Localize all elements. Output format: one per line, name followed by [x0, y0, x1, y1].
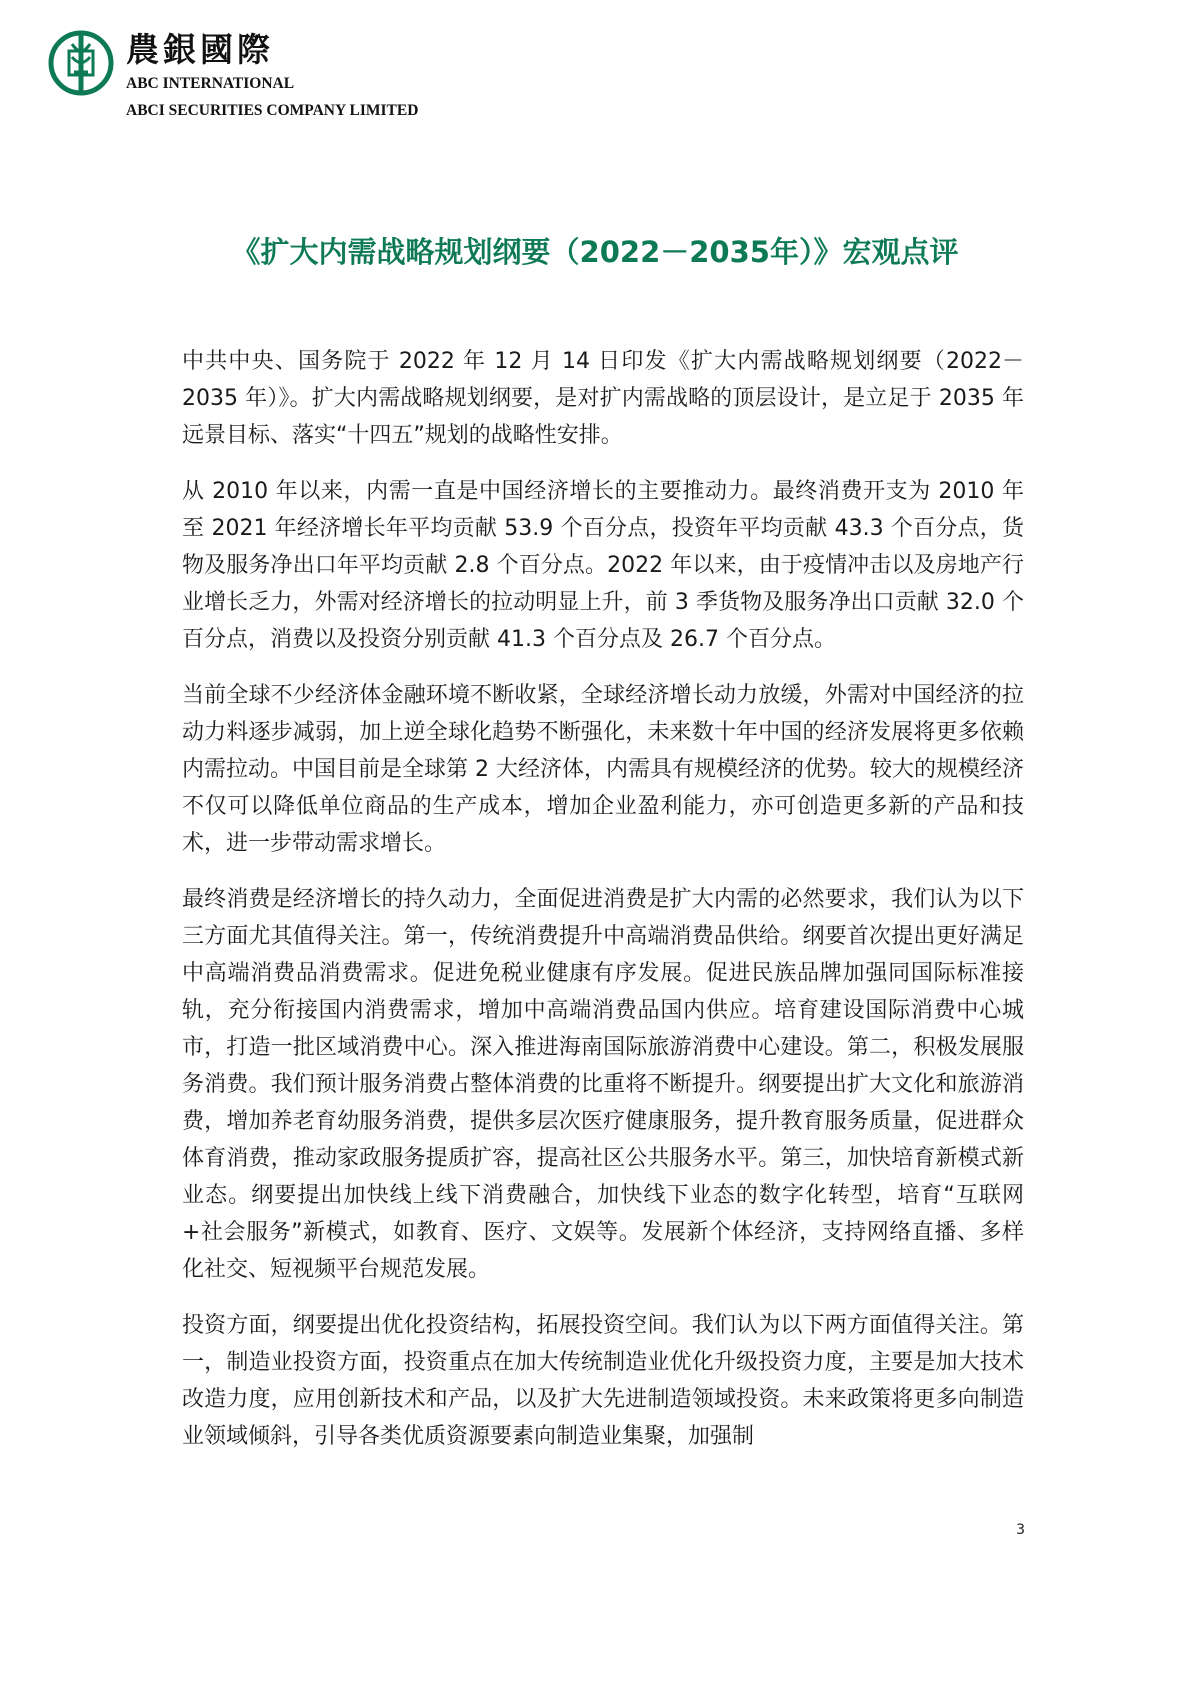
- brand-chinese-name: 農銀國際: [126, 30, 274, 69]
- abc-logo-icon: [48, 30, 114, 96]
- page-number: 3: [1016, 1522, 1025, 1538]
- paragraph: 当前全球不少经济体金融环境不断收紧，全球经济增长动力放缓，外需对中国经济的拉动力料逐步减弱，加上逆全球化趋势不断强化，未来数十年中国的经济发展将更多依赖内需拉动。中国目前是全球第 2 大经济体，内需具有规模经济的优势。较大的规模经济不仅可以降低单位商品的生产成本，增加企业盈利能力，亦可创造更多新的产品和技术，进一步带动需求增长。: [182, 683, 1024, 856]
- document-title: 《扩大内需战略规划纲要（2022－2035年）》宏观点评: [231, 235, 959, 269]
- paragraph: 投资方面，纲要提出优化投资结构，拓展投资空间。我们认为以下两方面值得关注。第一，制造业投资方面，投资重点在加大传统制造业优化升级投资力度，主要是加大技术改造力度，应用创新技术和产品，以及扩大先进制造领域投资。未来政策将更多向制造业领域倾斜，引导各类优质资源要素向制造业集聚，加强制: [182, 1313, 1024, 1449]
- paragraph: 中共中央、国务院于 2022 年 12 月 14 日印发《扩大内需战略规划纲要（2022－2035 年）》。扩大内需战略规划纲要，是对扩内需战略的顶层设计，是立足于 2035 年远景目标、落实“十四五”规划的战略性安排。: [182, 349, 1024, 448]
- brand-company-name: ABCI SECURITIES COMPANY LIMITED: [126, 102, 419, 119]
- document-body: [182, 343, 1024, 1474]
- brand-english-name: ABC INTERNATIONAL: [126, 75, 295, 92]
- paragraph: 最终消费是经济增长的持久动力，全面促进消费是扩大内需的必然要求，我们认为以下三方面尤其值得关注。第一，传统消费提升中高端消费品供给。纲要首次提出更好满足中高端消费品消费需求。促进免税业健康有序发展。促进民族品牌加强同国际标准接轨，充分衔接国内消费需求，增加中高端消费品国内供应。培育建设国际消费中心城市，打造一批区域消费中心。深入推进海南国际旅游消费中心建设。第二，积极发展服务消费。我们预计服务消费占整体消费的比重将不断提升。纲要提出扩大文化和旅游消费，增加养老育幼服务消费，提供多层次医疗健康服务，提升教育服务质量，促进群众体育消费，推动家政服务提质扩容，提高社区公共服务水平。第三，加快培育新模式新业态。纲要提出加快线上线下消费融合，加快线下业态的数字化转型，培育“互联网+社会服务”新模式，如教育、医疗、文娱等。发展新个体经济，支持网络直播、多样化社交、短视频平台规范发展。: [182, 887, 1024, 1282]
- paragraph: 从 2010 年以来，内需一直是中国经济增长的主要推动力。最终消费开支为 2010 年至 2021 年经济增长年平均贡献 53.9 个百分点，投资年平均贡献 43.3 个百分点，货物及服务净出口年平均贡献 2.8 个百分点。2022 年以来，由于疫情冲击以及房地产行业增长乏力，外需对经济增长的拉动明显上升，前 3 季货物及服务净出口贡献 32.0 个百分点，消费以及投资分别贡献 41.3 个百分点及 26.7 个百分点。: [182, 479, 1024, 652]
- header: [48, 30, 468, 125]
